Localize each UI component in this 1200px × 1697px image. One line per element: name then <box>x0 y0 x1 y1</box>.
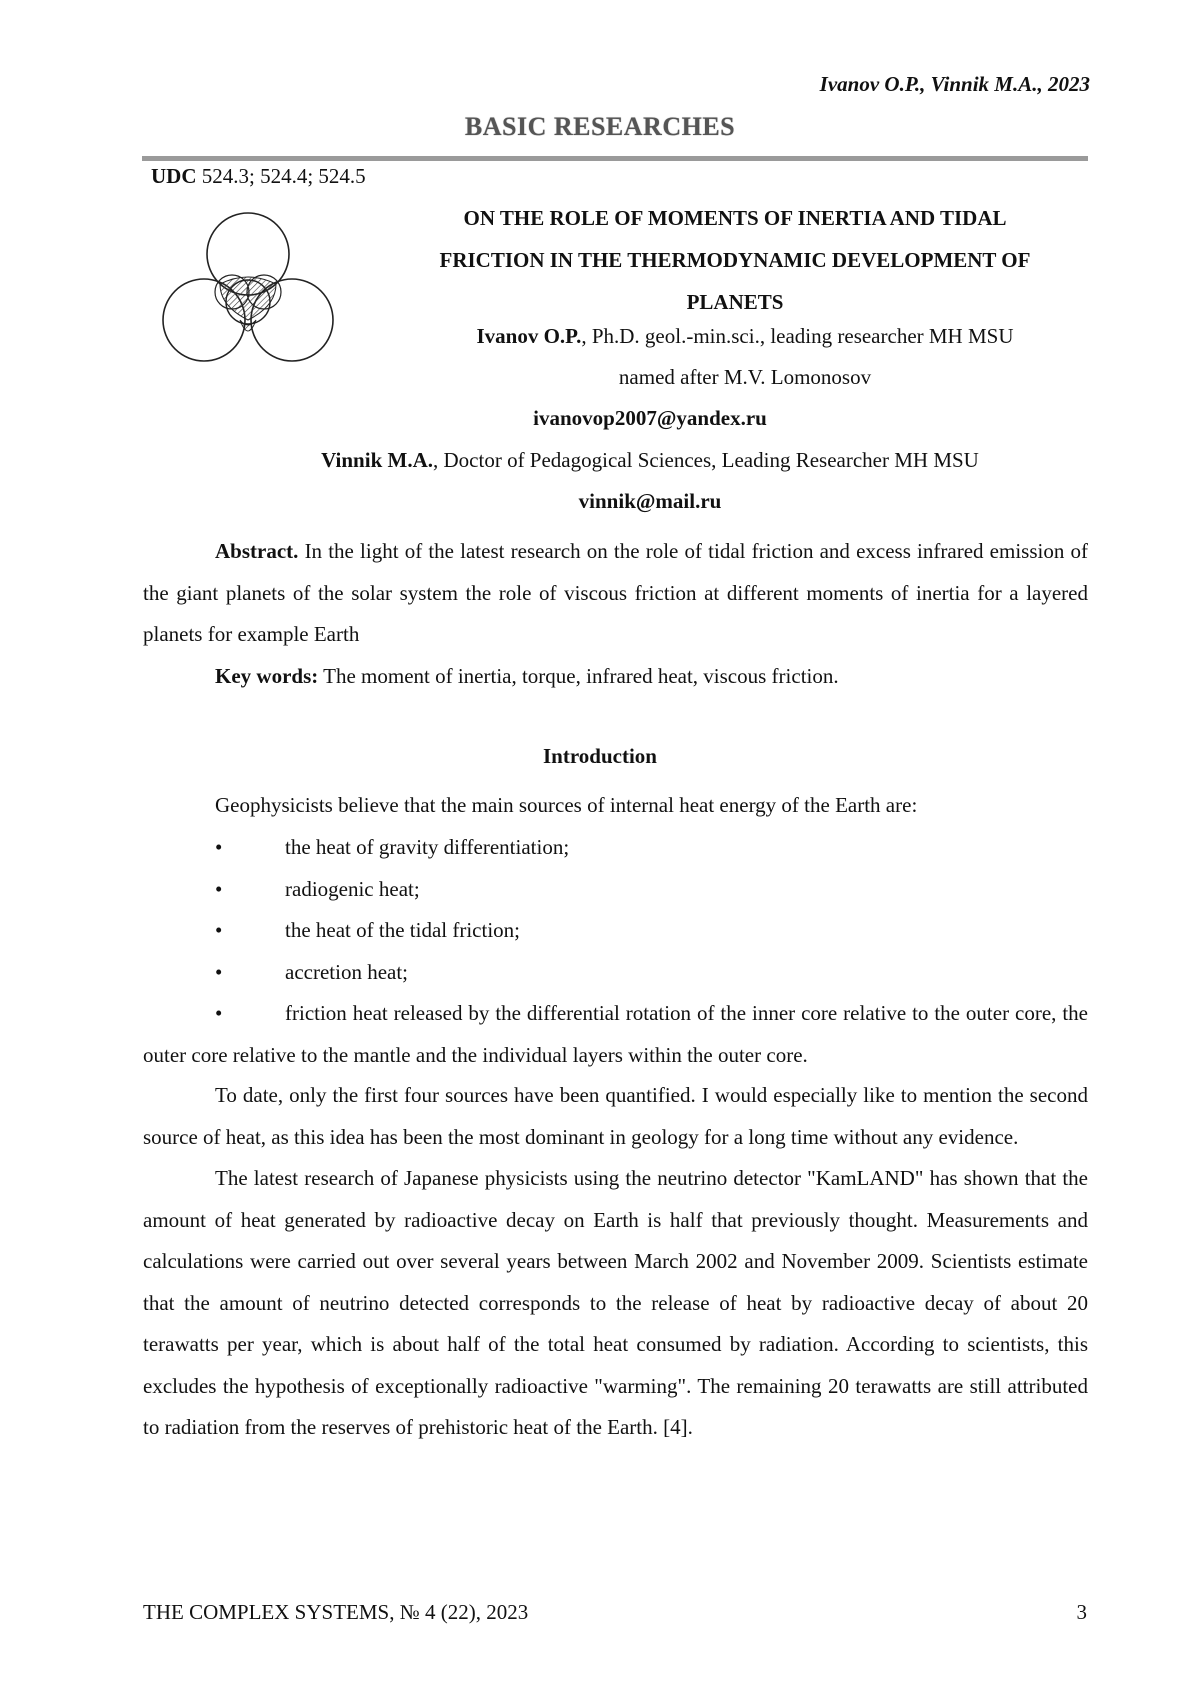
keywords-text: The moment of inertia, torque, infrared heat, viscous friction. <box>318 663 839 688</box>
running-header-authors: Ivanov O.P., Vinnik M.A., 2023 <box>819 72 1090 96</box>
udc-value: 524.3; 524.4; 524.5 <box>196 164 366 188</box>
bullet-icon: • <box>215 918 223 942</box>
abstract-text: In the light of the latest research on the role of tidal friction and excess infrared emission of the giant planets of the solar system the role of viscous friction at different moments of inertia for a layered planets for example Earth <box>143 539 1088 646</box>
bullet-icon: • <box>215 876 223 901</box>
abstract-paragraph <box>143 531 1088 656</box>
author2-line <box>80 448 1200 473</box>
header-rule <box>142 156 1088 161</box>
udc-line <box>151 164 366 189</box>
introduction-heading: Introduction <box>543 744 657 768</box>
author1-affiliation-2: named after M.V. Lomonosov <box>618 365 872 389</box>
list-item-text: radiogenic heat; <box>285 876 420 901</box>
author2-email[interactable]: vinnik@mail.ru <box>578 489 722 513</box>
list-item-text: accretion heat; <box>285 959 409 984</box>
title-line-2: FRICTION IN THE THERMODYNAMIC DEVELOPMENT OF <box>439 248 1031 272</box>
list-item-text: friction heat released by the differential rotation of the inner core relative to the outer core, the outer core relative to the mantle and the individual layers within the outer core. <box>143 1001 1088 1067</box>
author1-affiliation: , Ph.D. geol.-min.sci., leading researcher MH MSU <box>581 324 1014 348</box>
bullet-icon: • <box>215 835 223 859</box>
intro-lead-block <box>143 785 1088 827</box>
list-item-text: the heat of the tidal friction; <box>285 918 520 942</box>
title-line-3: PLANETS <box>686 290 784 314</box>
author1-email[interactable]: ivanovop2007@yandex.ru <box>533 406 767 430</box>
list-item <box>143 869 1088 911</box>
list-item <box>143 952 1088 994</box>
bullet-icon: • <box>215 1001 223 1025</box>
title-line-1: ON THE ROLE OF MOMENTS OF INERTIA AND TIDAL <box>463 206 1007 230</box>
footer-journal: THE COMPLEX SYSTEMS, № 4 (22), 2023 <box>143 1600 529 1624</box>
body-text <box>143 1075 1088 1449</box>
intro-lead: Geophysicists believe that the main sources of internal heat energy of the Earth are: <box>215 793 918 817</box>
abstract-block <box>143 531 1088 697</box>
body-paragraph-2: The latest research of Japanese physicists using the neutrino detector "KamLAND" has shown that the amount of heat generated by radioactive decay on Earth is half that previously thought. Measurements and calculations were carried out over several years between March 2002 and November 2009. Scientists estimate that the amount of neutrino detected corresponds to the release of heat by radioactive decay of about 20 terawatts per year, which is about half of the total heat consumed by radiation. According to scientists, this excludes the hypothesis of exceptionally radioactive "warming". The remaining 20 terawatts are still attributed to radiation from the reserves of prehistoric heat of the Earth. [4]. <box>143 1166 1088 1439</box>
journal-logo-circles-icon <box>158 212 338 388</box>
author2-affiliation: , Doctor of Pedagogical Sciences, Leading Researcher MH MSU <box>433 448 979 472</box>
list-item <box>143 827 1088 869</box>
page-number: 3 <box>1076 1600 1087 1624</box>
udc-label: UDC <box>151 164 197 188</box>
paper-title <box>370 197 1100 323</box>
bullet-icon: • <box>215 959 223 984</box>
list-item <box>143 910 1088 952</box>
heat-sources-list <box>143 827 1088 1076</box>
list-item-text: the heat of gravity differentiation; <box>285 835 570 859</box>
author2-name: Vinnik M.A. <box>321 448 433 472</box>
keywords-paragraph <box>143 656 1088 698</box>
abstract-label: Abstract. <box>215 539 299 563</box>
list-item <box>143 993 1088 1076</box>
author1-name: Ivanov O.P. <box>476 324 582 348</box>
section-heading: BASIC RESEARCHES <box>464 112 736 141</box>
keywords-label: Key words: <box>215 663 319 688</box>
body-paragraph-1: To date, only the first four sources have been quantified. I would especially like to mention the second source of heat, as this idea has been the most dominant in geology for a long time without any evidence. <box>143 1083 1088 1149</box>
author1-line <box>390 324 1100 349</box>
